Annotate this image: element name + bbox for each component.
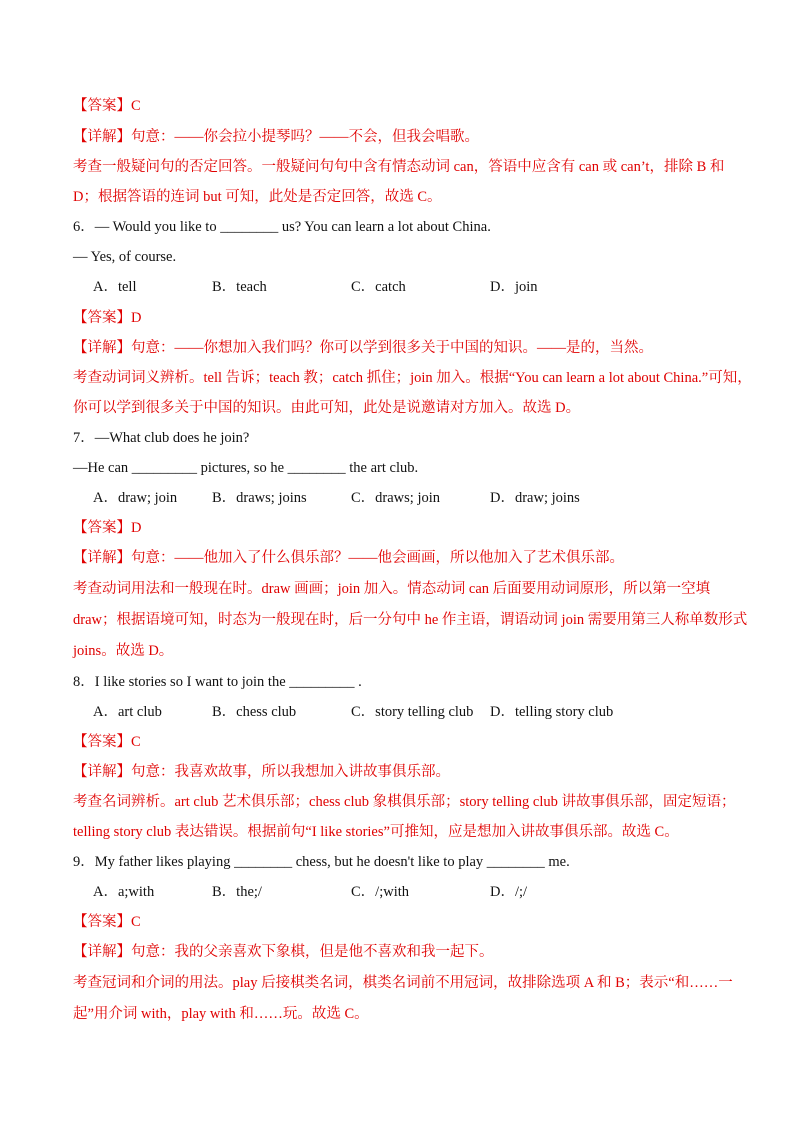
question-8-stem: 8．I like stories so I want to join the _________ . [73,674,362,690]
detail-q9: 【详解】句意：我的父亲喜欢下象棋，但是他不喜欢和我一起下。 [73,944,494,960]
answer-q8: 【答案】C [73,734,141,750]
explanation-q9-line2: 起”用介词 with，play with 和……玩。故选 C。 [73,1006,369,1022]
question-9-stem: 9．My father likes playing ________ chess, but he doesn't like to play ________ me. [73,854,570,870]
option-a: A．draw; join [93,490,178,506]
option-d: D．draw; joins [490,490,580,506]
option-c: C．story telling club [351,704,474,720]
explanation-q5-line1: 考查一般疑问句的否定回答。一般疑问句句中含有情态动词 can，答语中应含有 can 或 can’t，排除 B 和 [73,159,725,175]
explanation-q5-line2: D；根据答语的连词 but 可知，此处是否定回答，故选 C。 [73,189,442,205]
explanation-q7-line2: draw；根据语境可知，时态为一般现在时，后一分句中 he 作主语，谓语动词 join 需要用第三人称单数形式 [73,612,748,628]
option-c: C．/;with [351,884,410,900]
detail-q6: 【详解】句意：——你想加入我们吗？你可以学到很多关于中国的知识。——是的，当然。 [73,340,653,356]
option-c: C．catch [351,279,406,295]
option-d: D．telling story club [490,704,614,720]
explanation-q6-line1: 考查动词词义辨析。tell 告诉；teach 教；catch 抓住；join 加入。根据“You can learn a lot about China.”可知， [73,370,752,386]
option-b: B．chess club [212,704,297,720]
explanation-q7-line1: 考查动词用法和一般现在时。draw 画画；join 加入。情态动词 can 后面要用动词原形，所以第一空填 [73,581,711,597]
option-b: B．draws; joins [212,490,307,506]
option-c: C．draws; join [351,490,441,506]
option-a: A．a;with [93,884,155,900]
answer-q9: 【答案】C [73,914,141,930]
option-a: A．art club [93,704,162,720]
explanation-q8-line2: telling story club 表达错误。根据前句“I like stories”可推知，应是想加入讲故事俱乐部。故选 C。 [73,824,679,840]
option-a: A．tell [93,279,137,295]
question-6-reply: — Yes, of course. [73,249,177,265]
explanation-q6-line2: 你可以学到很多关于中国的知识。由此可知，此处是说邀请对方加入。故选 D。 [73,400,581,416]
question-7-stem: 7．—What club does he join? [73,430,250,446]
option-b: B．teach [212,279,267,295]
question-6-stem: 6．— Would you like to ________ us? You can learn a lot about China. [73,219,491,235]
option-d: D．join [490,279,538,295]
explanation-q8-line1: 考查名词辨析。art club 艺术俱乐部；chess club 象棋俱乐部；story telling club 讲故事俱乐部，固定短语； [73,794,736,810]
answer-q5: 【答案】C [73,98,141,114]
detail-q8: 【详解】句意：我喜欢故事，所以我想加入讲故事俱乐部。 [73,764,450,780]
detail-q7: 【详解】句意：——他加入了什么俱乐部？——他会画画，所以他加入了艺术俱乐部。 [73,550,624,566]
option-b: B．the;/ [212,884,262,900]
answer-q7: 【答案】D [73,520,142,536]
explanation-q9-line1: 考查冠词和介词的用法。play 后接棋类名词，棋类名词前不用冠词，故排除选项 A 和 B；表示“和……一 [73,975,733,991]
explanation-q7-line3: joins。故选 D。 [73,643,174,659]
detail-q5: 【详解】句意：——你会拉小提琴吗？——不会，但我会唱歌。 [73,129,479,145]
option-d: D．/;/ [490,884,528,900]
question-7-reply: —He can _________ pictures, so he ________ the art club. [73,460,419,476]
answer-q6: 【答案】D [73,310,142,326]
